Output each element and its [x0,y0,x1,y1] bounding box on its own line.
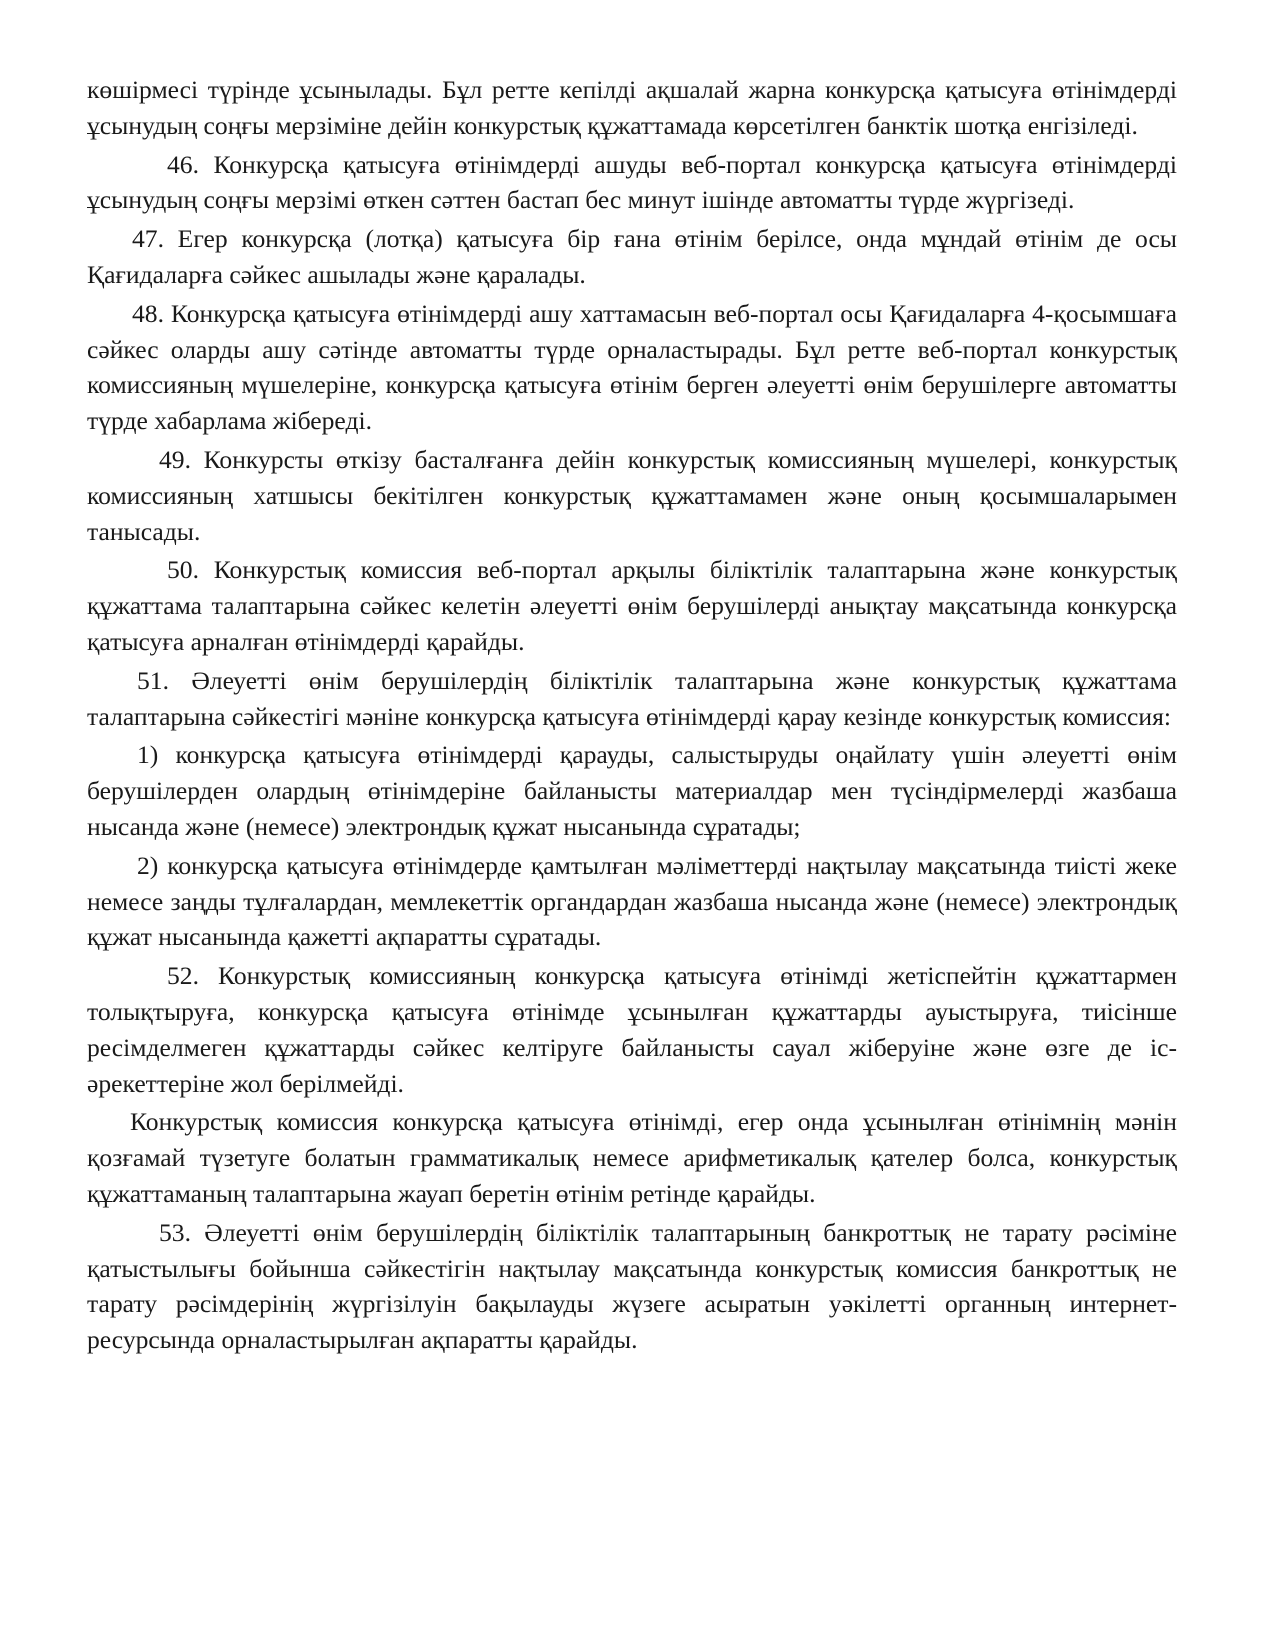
paragraph-continuation: көшірмесі түрінде ұсынылады. Бұл ретте кепілді ақшалай жарна конкурсқа қатысуға өтінімдерді ұсынудың соңғы мерзіміне дейін конкурстық құжаттамада көрсетілген банктік шотқа енгізіледі. [87,75,1177,140]
paragraph-51-item-1: 1) конкурсқа қатысуға өтінімдерді қарауды, салыстыруды оңайлату үшін әлеуетті өнім берушілерден олардың өтінімдеріне байланысты материалдар мен түсіндірмелерді жазбаша нысанда және (немесе) электрондық құжат нысанында сұратады; [87,740,1177,841]
document-page [87,72,1177,1358]
paragraph-49: 49. Конкурсты өткізу басталғанға дейін конкурстық комиссияның мүшелері, конкурстық комиссияның хатшысы бекітілген конкурстық құжаттамамен және оның қосымшаларымен танысады. [87,444,1177,546]
paragraph-52: 52. Конкурстық комиссияның конкурсқа қатысуға өтінімді жетіспейтін құжаттармен толықтыруға, конкурсқа қатысуға өтінімде ұсынылған құжаттарды ауыстыруға, тиісінше ресімделмеген құжаттарды сәйкес келтіруге байланысты сауал жіберуіне және өзге де іс-әрекеттеріне жол берілмейді. [87,961,1177,1098]
paragraph-51: 51. Әлеуетті өнім берушілердің біліктілік талаптарына және конкурстық құжаттама талаптарына сәйкестігі мәніне конкурсқа қатысуға өтінімдерді қарау кезінде конкурстық комиссия: [87,665,1177,731]
paragraph-48: 48. Конкурсқа қатысуға өтінімдерді ашу хаттамасын веб-портал осы Қағидаларға 4-қосымшаға сәйкес оларды ашу сәтінде автоматты түрде орналастырады. Бұл ретте веб-портал конкурстық комиссияның мүшелеріне, конкурсқа қатысуға өтінім берген әлеуетті өнім берушілерге автоматты түрде хабарлама жібереді. [87,298,1177,436]
paragraph-47: 47. Егер конкурсқа (лотқа) қатысуға бір ғана өтінім берілсе, онда мұндай өтінім де осы Қағидаларға сәйкес ашылады және қаралады. [87,224,1177,289]
paragraph-50: 50. Конкурстық комиссия веб-портал арқылы біліктілік талаптарына және конкурстық құжаттама талаптарына сәйкес келетін әлеуетті өнім берушілерді анықтау мақсатында конкурсқа қатысуға арналған өтінімдерді қарайды. [87,555,1177,656]
paragraph-52-continuation: Конкурстық комиссия конкурсқа қатысуға өтінімді, егер онда ұсынылған өтінімнің мәнін қозғамай түзетуге болатын грамматикалық немесе арифметикалық қателер болса, конкурстық құжаттаманың талаптарына жауап беретін өтінім ретінде қарайды. [87,1107,1177,1208]
paragraph-53: 53. Әлеуетті өнім берушілердің біліктілік талаптарының банкроттық не тарату рәсіміне қатыстылығы бойынша сәйкестігін нақтылау мақсатында конкурстық комиссия банкроттық не тарату рәсімдерінің жүргізілуін бақылауды жүзеге асыратын уәкілетті органның интернет-ресурсында орналастырылған ақпаратты қарайды. [87,1217,1177,1355]
paragraph-46: 46. Конкурсқа қатысуға өтінімдерді ашуды веб-портал конкурсқа қатысуға өтінімдерді ұсынудың соңғы мерзімі өткен сәттен бастап бес минут ішінде автоматты түрде жүргізеді. [87,149,1177,215]
paragraph-51-item-2: 2) конкурсқа қатысуға өтінімдерде қамтылған мәліметтерді нақтылау мақсатында тиісті жеке немесе заңды тұлғалардан, мемлекеттік органдардан жазбаша нысанда және (немесе) электрондық құжат нысанында қажетті ақпаратты сұратады. [87,850,1177,952]
